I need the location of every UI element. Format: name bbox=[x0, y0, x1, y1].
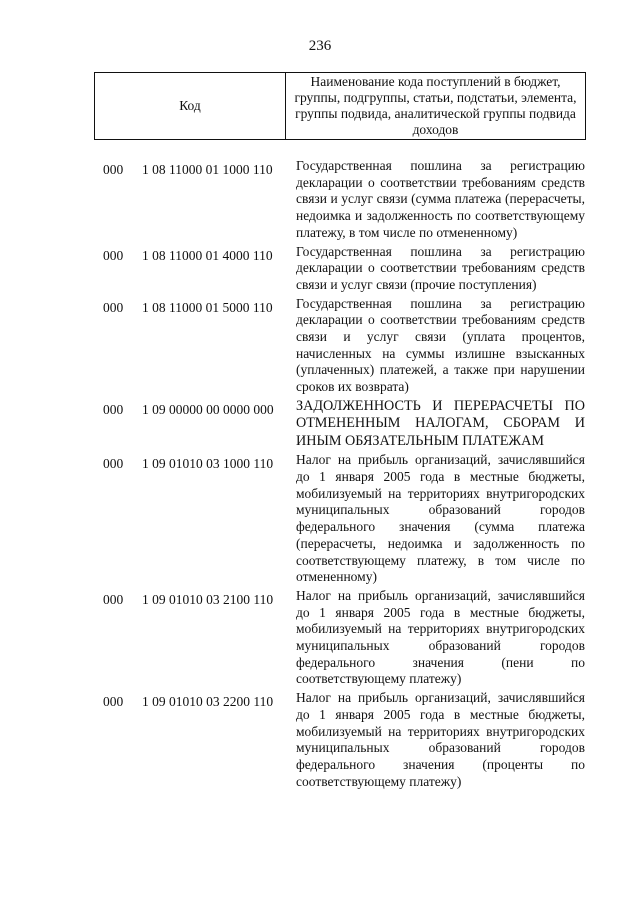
header-name-cell: Наименование кода поступлений в бюджет, группы, подгруппы, статьи, подстатьи, элемента, группы подвида, аналитической группы подвида доходов bbox=[286, 73, 586, 140]
row-description: Государственная пошлина за регистрацию декларации о соответствии требованиям средств связи и услуг связи (уплата процентов, начисленных на суммы излишне взысканных (уплаченных) платежей, а также при нарушении сроков их возврата) bbox=[296, 295, 585, 395]
row-prefix: 000 bbox=[103, 401, 124, 417]
table-row bbox=[0, 398, 640, 451]
table-header-row bbox=[95, 73, 586, 140]
row-description: Налог на прибыль организаций, зачислявшийся до 1 января 2005 года в местные бюджеты, мобилизуемый на территориях внутригородских муниципальных образований городов федерального значения (проценты по соответствующему платежу) bbox=[296, 690, 585, 789]
header-code-cell: Код bbox=[95, 73, 286, 140]
table-row bbox=[0, 588, 640, 688]
table-row bbox=[0, 296, 640, 396]
row-description: Государственная пошлина за регистрацию декларации о соответствии требованиям средств связи и услуг связи (прочие поступления) bbox=[296, 243, 585, 292]
row-prefix: 000 bbox=[103, 299, 124, 315]
code-list bbox=[0, 158, 640, 792]
row-code: 1 08 11000 01 1000 110 bbox=[142, 162, 273, 177]
row-prefix: 000 bbox=[103, 247, 124, 263]
row-code: 1 09 01010 03 2200 110 bbox=[142, 694, 274, 710]
page-number: 236 bbox=[308, 38, 332, 54]
row-code: 1 09 01010 03 1000 110 bbox=[142, 456, 274, 472]
row-description: Государственная пошлина за регистрацию декларации о соответствии требованиям средств связи и услуг связи (сумма платежа (перерасчеты, недоимка и задолженность по соответствующему платежу, в том числе по отмененному) bbox=[296, 158, 585, 240]
row-prefix: 000 bbox=[103, 694, 124, 710]
table-row bbox=[0, 690, 640, 790]
table-header bbox=[94, 72, 586, 140]
row-code: 1 08 11000 01 4000 110 bbox=[142, 247, 273, 263]
row-description: Налог на прибыль организаций, зачислявшийся до 1 января 2005 года в местные бюджеты, мобилизуемый на территориях внутригородских муниципальных образований городов федерального значения (сумма платежа (перерасчеты, недоимка и задолженность по соответствующему платежу, в том числе по отмененному) bbox=[296, 452, 585, 585]
row-prefix: 000 bbox=[103, 591, 124, 607]
row-code: 1 09 01010 03 2100 110 bbox=[142, 591, 274, 607]
table-row bbox=[0, 158, 640, 242]
table-row bbox=[0, 244, 640, 294]
row-prefix: 000 bbox=[103, 456, 124, 472]
row-code: 1 09 00000 00 0000 000 bbox=[142, 401, 274, 417]
row-code: 1 08 11000 01 5000 110 bbox=[142, 299, 273, 315]
row-prefix: 000 bbox=[103, 162, 124, 177]
row-description: ЗАДОЛЖЕННОСТЬ И ПЕРЕРАСЧЕТЫ ПО ОТМЕНЕННЫМ НАЛОГАМ, СБОРАМ И ИНЫМ ОБЯЗАТЕЛЬНЫМ ПЛАТЕЖАМ bbox=[296, 397, 585, 449]
table-row bbox=[0, 452, 640, 586]
row-description: Налог на прибыль организаций, зачислявшийся до 1 января 2005 года в местные бюджеты, мобилизуемый на территориях внутригородских муниципальных образований городов федерального значения (пени по соответствующему платежу) bbox=[296, 587, 585, 687]
